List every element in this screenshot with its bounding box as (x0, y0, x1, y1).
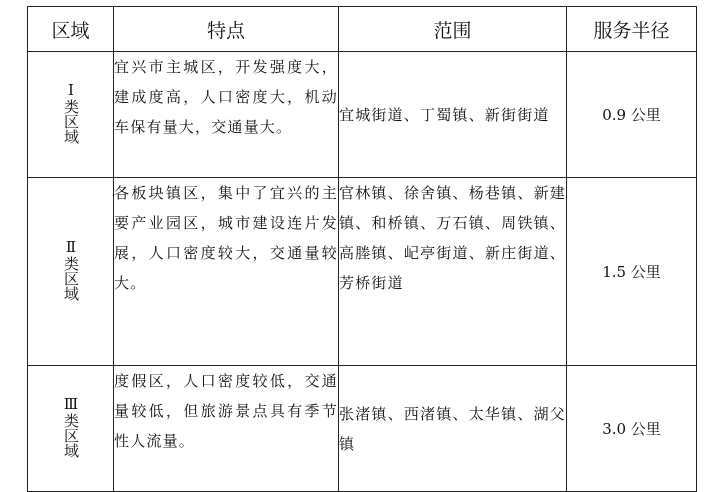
scope-cell: 张渚镇、西渚镇、太华镇、湖父镇 (339, 366, 567, 492)
features-cell: 宜兴市主城区，开发强度大，建成度高，人口密度大，机动车保有量大，交通量大。 (114, 52, 339, 178)
radius-cell: 3.0 公里 (567, 366, 697, 492)
table-row (28, 178, 697, 366)
scope-cell: 宜城街道、丁蜀镇、新街街道 (339, 52, 567, 178)
header-scope: 范围 (339, 7, 567, 52)
table-header-row (28, 7, 697, 52)
service-radius-table (27, 6, 697, 492)
features-cell: 度假区，人口密度较低，交通量较低，但旅游景点具有季节性人流量。 (114, 366, 339, 492)
header-radius: 服务半径 (567, 7, 697, 52)
radius-cell: 0.9 公里 (567, 52, 697, 178)
header-region: 区域 (28, 7, 114, 52)
table-row (28, 366, 697, 492)
radius-cell: 1.5 公里 (567, 178, 697, 366)
region-cell (28, 52, 114, 178)
features-cell: 各板块镇区，集中了宜兴的主要产业园区，城市建设连片发展，人口密度较大，交通量较大。 (114, 178, 339, 366)
region-label: Ⅰ类区域 (62, 81, 80, 144)
region-label: Ⅱ类区域 (62, 238, 80, 301)
region-cell (28, 178, 114, 366)
header-features: 特点 (114, 7, 339, 52)
table-row (28, 52, 697, 178)
scope-cell: 官林镇、徐舍镇、杨巷镇、新建镇、和桥镇、万石镇、周铁镇、高塍镇、屺亭街道、新庄街道、芳桥街道 (339, 178, 567, 366)
region-label: Ⅲ类区域 (62, 395, 80, 458)
region-cell (28, 366, 114, 492)
